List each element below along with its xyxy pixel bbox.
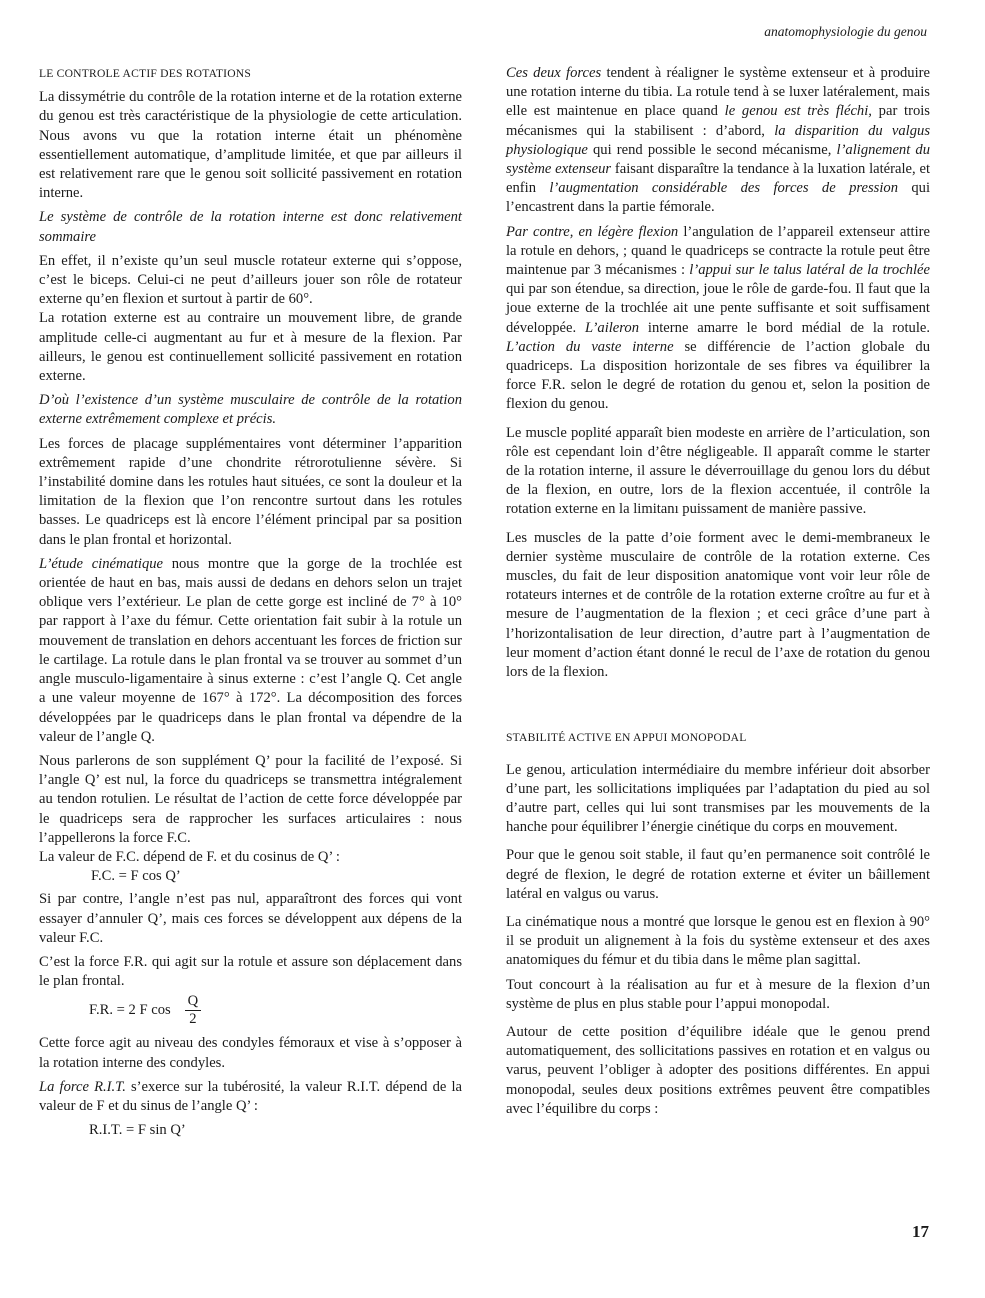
formula-fr (39, 993, 462, 1028)
paragraph: Pour que le genou soit stable, il faut qu’en permanence soit contrôlé le degré de flexion, le degré de rotation externe et éviter un bâillement latéral en valgus ou varus. (506, 847, 930, 902)
paragraph: C’est la force F.R. qui agit sur la rotule et assure son déplacement dans le plan frontal. (39, 953, 462, 990)
text-run: se différencie de l’action globale du quadriceps. La disposition horizontale de ses fibres va équilibrer la force F.R. selon le degré de rotation du genou et, selon la position de flexion du genou. (506, 338, 930, 413)
paragraph: Les muscles de la patte d’oie forment avec le demi-membraneux le dernier système musculaire de contrôle de la rotation externe. Ces muscles, du fait de leur disposition anatomique vont voir leur rôle de rotateurs internes et de contrôle de la rotation externe croître au fur et à mesure de l’augmentation de la flexion ; et ceci grâce d’une part à l’horizontalisation de leur direction, d’autre part à l’augmentation de leur moment d’action étant donné le recul de l’axe de rotation du genou lors de la flexion. (506, 529, 930, 681)
text-run: qui rend possible le second mécanisme, (587, 141, 837, 158)
paragraph (506, 64, 930, 218)
text-run: nous montre que la gorge de la trochlée est orientée de haut en bas, mais aussi de dedans en dehors selon un trajet oblique vers l’extérieur. Le plan de cette gorge est incliné de 7° à 10° par rapport à l’axe du fémur. Cette orientation fait subir à la rotule un mouvement de translation en dehors accentuant les forces de friction sur le cartilage. La rotule dans le plan frontal va se trouver au sommet d’un angle musculo-ligamentaire à sinus externe : c’est l’angle Q. Cet angle a une valeur moyenne de 167° à 172°. La décomposition des forces développées par le quadriceps dans le plan frontal va dépendre de la valeur de l’angle Q. (39, 555, 462, 745)
fraction-denominator: 2 (189, 1011, 197, 1028)
section-heading-monopodal-stability: STABILITÉ ACTIVE EN APPUI MONOPODAL (506, 731, 747, 745)
paragraph: La cinématique nous a montré que lorsque le genou est en flexion à 90° il se produit un alignement à la fois du système extenseur et des axes anatomiques du fémur et du tibia dans le même plan sagittal. (506, 913, 930, 969)
italic-phrase: le genou est très fléchi, (724, 103, 872, 120)
paragraph (39, 555, 462, 747)
paragraph: Le muscle poplité apparaît bien modeste en arrière de l’articulation, son rôle est cependant loin d’être négligeable. Il apparaît comme le starter de la rotation interne, il assure le déverrouillage du genou lors du début de la flexion, en outre, lors de la flexion accentuée, il contrôle la rotation externe en la limitanı puissament de manière passive. (506, 424, 930, 518)
text-run: interne amarre le bord médial de la rotule. (639, 319, 930, 336)
italic-phrase: L’action du vaste interne (506, 338, 674, 355)
formula-fr-lhs: F.R. = 2 F cos (89, 1002, 171, 1019)
italic-phrase: la disparition du valgus physiologique (506, 122, 930, 158)
page-number: 17 (912, 1222, 929, 1241)
left-column (39, 64, 462, 1144)
text-run: qui par son étendue, sa direction, joue le rôle de garde-fou. Il faut que la joue externe de la trochlée ait une pente suffisante et soit suffisament développée. (506, 281, 930, 336)
italic-phrase: La force R.I.T. (39, 1078, 126, 1095)
paragraph: La valeur de F.C. dépend de F. et du cosinus de Q’ : (39, 848, 340, 865)
paragraph: La rotation externe est au contraire un mouvement libre, de grande amplitude celle-ci augmentant au fur et à mesure de la flexion. Par ailleurs, le genou est continuellement sollicité passivement en rotation externe. (39, 310, 462, 385)
fraction (185, 993, 202, 1028)
italic-phrase: l’appui sur le talus latéral de la trochlée (689, 262, 930, 279)
paragraph: Le genou, articulation intermédiaire du membre inférieur doit absorber d’une part, les sollicitations impliquées par l’adaptation du pied au sol d’autre part, celles qui lui sont transmises par les mouvements de la hanche pour équilibrer l’énergie cinétique du corps en mouvement. (506, 761, 930, 836)
formula-fc: F.C. = F cos Q’ (91, 868, 181, 885)
paragraph: Si par contre, l’angle n’est pas nul, apparaîtront des forces qui vont essayer d’annuler Q’, mais ces forces se développent aux dépens de la valeur F.C. (39, 891, 462, 946)
right-column (506, 64, 930, 1124)
paragraph: Cette force agit au niveau des condyles fémoraux et vise à s’opposer à la rotation interne des condyles. (39, 1035, 462, 1071)
paragraph: La dissymétrie du contrôle de la rotation interne et de la rotation externe du genou est très caractéristique de la physiologie de cette articulation. Nous avons vu que la rotation interne était un phénomène essentiellement automatique, d’amplitude limitée, et que par ailleurs il est relativement rare que le genou soit sollicité passivement en rotation interne. (39, 89, 462, 202)
italic-phrase: L’aileron (584, 319, 640, 336)
italic-paragraph: D’où l’existence d’un système musculaire de contrôle de la rotation externe extrêmement complexe et précis. (39, 392, 462, 428)
paragraph (506, 223, 930, 415)
italic-phrase: Par contre, en légère flexion (506, 223, 679, 240)
italic-phrase: l’alignement du système extenseur (506, 141, 930, 178)
text-run: tendent à réaligner le système extenseur et à produire une rotation interne du tibia. La rotule tend à se luxer latéralement, mais elle est maintenue en place quand (506, 65, 930, 120)
text-run: faisant disparaître la tendance à la luxation latérale, et enfin (506, 161, 930, 197)
text-run: qui l’encastrent dans la partie fémorale. (506, 180, 931, 216)
text-run: l’angulation de l’appareil extenseur attire la rotule en dehors, ; quand le quadriceps se contracte la rotule peut être maintenue par 3 mécanismes : (506, 223, 930, 279)
paragraph: En effet, il n’existe qu’un seul muscle rotateur externe qui s’oppose, c’est le biceps. Celui-ci ne peut d’ailleurs jouer son rôle de rotateur externe qu’en flexion et surtout à partir de 60°. (39, 252, 462, 308)
italic-phrase: Ces deux forces (506, 65, 602, 81)
italic-paragraph: Le système de contrôle de la rotation interne est donc relativement sommaire (39, 209, 462, 245)
running-head: anatomophysiologie du genou (764, 24, 927, 39)
paragraph: Nous parlerons de son supplément Q’ pour la facilité de l’exposé. Si l’angle Q’ est nul, la force du quadriceps se transmettra intégralement au tendon rotulien. Le résultat de l’action de cette force développée par le quadriceps sera de rapprocher les surfaces articulaires : nous l’appellerons la force F.C. (39, 752, 462, 846)
section-heading-active-control: LE CONTROLE ACTIF DES ROTATIONS (39, 67, 252, 80)
paragraph (39, 1078, 462, 1116)
fraction-numerator: Q (185, 993, 202, 1011)
italic-phrase: L’étude cinématique (39, 555, 164, 572)
paragraph: Tout concourt à la réalisation au fur et à mesure de la flexion d’un système de plus en plus stable pour l’appui monopodal. (506, 976, 930, 1012)
text-run: par trois mécanismes qui la stabilisent : d’abord, (506, 103, 930, 139)
formula-rit: R.I.T. = F sin Q’ (89, 1122, 186, 1139)
text-run: s’exerce sur la tubérosité, la valeur R.I.T. dépend de la valeur de F et du sinus de l’angle Q’ : (39, 1078, 462, 1114)
paragraph: Les forces de placage supplémentaires vont déterminer l’apparition extrêmement rapide d’une chondrite rétrorotulienne sévère. Si l’instabilité domine dans les rotules haut situées, ce sont la douleur et la limitation de la flexion que l’on rencontre surtout dans les rotules basses. Le quadriceps est là encore l’élément principal par sa position dans le plan frontal et horizontal. (39, 435, 462, 548)
italic-phrase: l’augmentation considérable des forces de pression (549, 180, 898, 197)
paragraph: Autour de cette position d’équilibre idéale que le genou prend automatiquement, des sollicitations passives en rotation et en valgus ou varus, peuvent l’obliger à adopter des positions différentes. En appui monopodal, seules deux positions extrêmes peuvent être compatibles avec l’équilibre du corps : (506, 1023, 930, 1117)
